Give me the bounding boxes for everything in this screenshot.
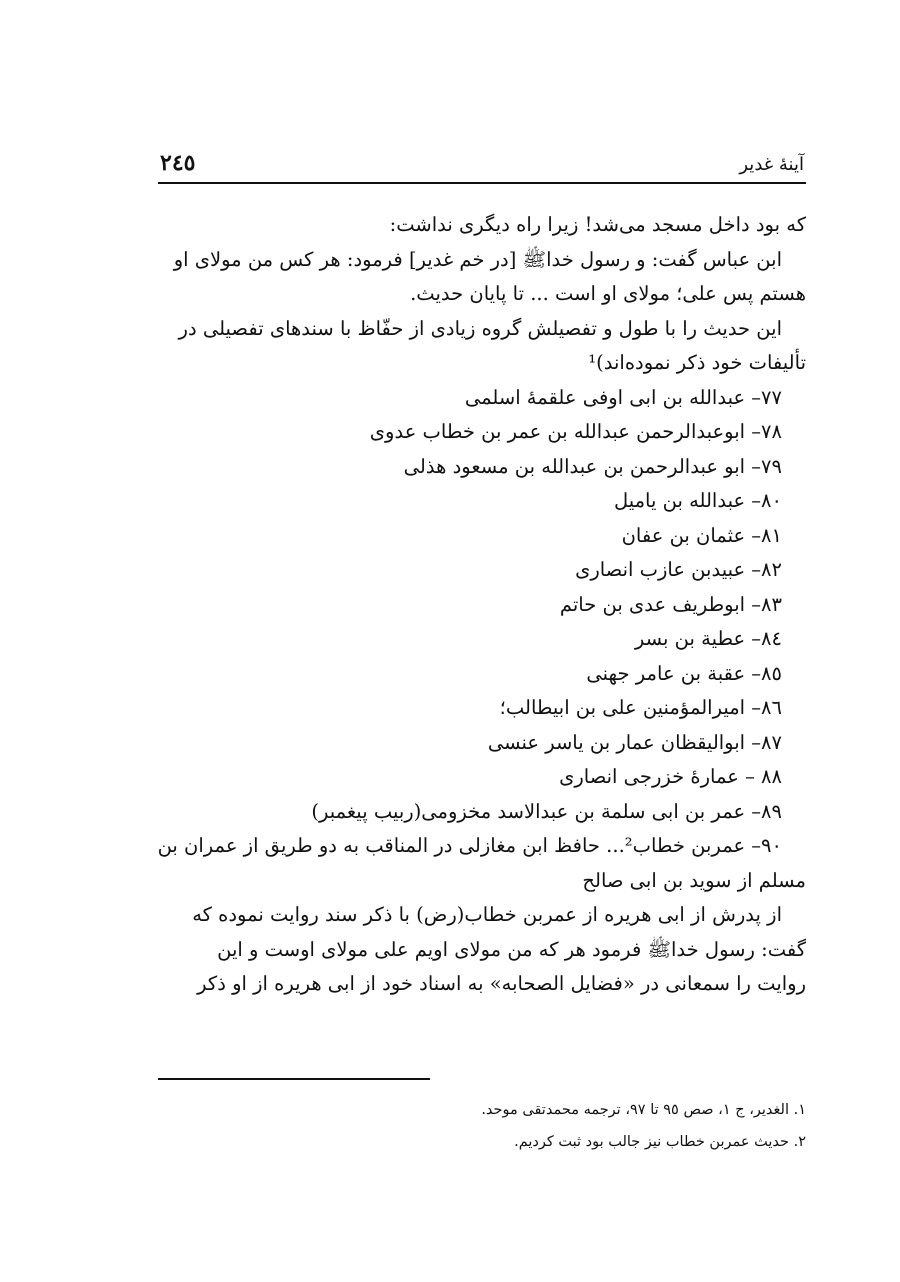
list-item: ٧٧– عبدالله بن ابی اوفی علقمهٔ اسلمی bbox=[464, 385, 782, 409]
footnotes bbox=[158, 1094, 806, 1158]
book-title: آینهٔ غدیر bbox=[739, 154, 804, 175]
footnote: ٢. حدیث عمربن خطاب نیز جالب بود ثبت کردیم. bbox=[514, 1134, 806, 1150]
list-item: ٧٨– ابوعبدالرحمن عبدالله بن عمر بن خطاب عدوی bbox=[369, 420, 782, 443]
text-line: مسلم از سوید بن ابی صالح bbox=[582, 868, 806, 892]
text-line: این حدیث را با طول و تفصیلش گروه زیادی از حفّاظ با سندهای تفصیلی در bbox=[178, 316, 782, 340]
list-item: ٨٥– عقبة بن عامر جهنی bbox=[586, 661, 782, 685]
book-page bbox=[158, 0, 806, 1282]
text-line: ابن عباس گفت: و رسول خداﷺ [در خم غدیر] فرمود: هر کس من مولای او bbox=[173, 247, 782, 271]
list-item: ٧٩– ابو عبدالرحمن بن عبدالله بن مسعود هذلی bbox=[403, 454, 782, 478]
header-divider bbox=[158, 182, 806, 184]
list-item: ٨٣– ابوطریف عدی بن حاتم bbox=[559, 592, 782, 616]
list-item: ٨١– عثمان بن عفان bbox=[621, 523, 782, 547]
text-line: هستم پس علی؛ مولای او است ... تا پایان حدیث. bbox=[410, 282, 806, 305]
main-text bbox=[158, 208, 806, 1002]
text-line: تألیفات خود ذکر نموده‌اند)¹ bbox=[588, 351, 806, 374]
running-header bbox=[158, 148, 806, 182]
footnote: ١. الغدیر، ج ١، صص ٩٥ تا ٩٧، ترجمه محمدتقی موحد. bbox=[481, 1102, 806, 1118]
text-line: که بود داخل مسجد می‌شد! زیرا راه دیگری نداشت: bbox=[389, 213, 806, 236]
list-item: ٩٠– عمربن خطاب²... حافظ ابن مغازلی در المناقب به دو طریق از عمران بن bbox=[157, 834, 782, 857]
list-item: ٨٩– عمر بن ابی سلمة بن عبدالاسد مخزومی(ربیب پیغمبر) bbox=[311, 799, 782, 823]
list-item: ٨٢– عبیدبن عازب انصاری bbox=[575, 558, 782, 581]
list-item: ٨٦– امیرالمؤمنین علی بن ابیطالب؛ bbox=[499, 696, 782, 719]
list-item: ٨٤– عطیة بن بسر bbox=[634, 627, 782, 650]
text-line: از پدرش از ابی هریره از عمربن خطاب(رض) با ذکر سند روایت نموده که bbox=[192, 903, 782, 926]
footnote-divider bbox=[158, 1078, 430, 1080]
list-item: ٨٧– ابوالیقظان عمار بن یاسر عنسی bbox=[487, 730, 782, 754]
text-line: گفت: رسول خداﷺ فرمود هر که من مولای اویم علی مولای اوست و این bbox=[217, 937, 806, 961]
list-item: ٨٨ – عمارهٔ خزرجی انصاری bbox=[559, 765, 782, 788]
page-number: ٢٤٥ bbox=[160, 150, 196, 176]
list-item: ٨٠– عبدالله بن یامیل bbox=[613, 489, 782, 512]
text-line: روایت را سمعانی در «فضایل الصحابه» به اسناد خود از ابی هریره از او ذکر bbox=[197, 972, 806, 995]
